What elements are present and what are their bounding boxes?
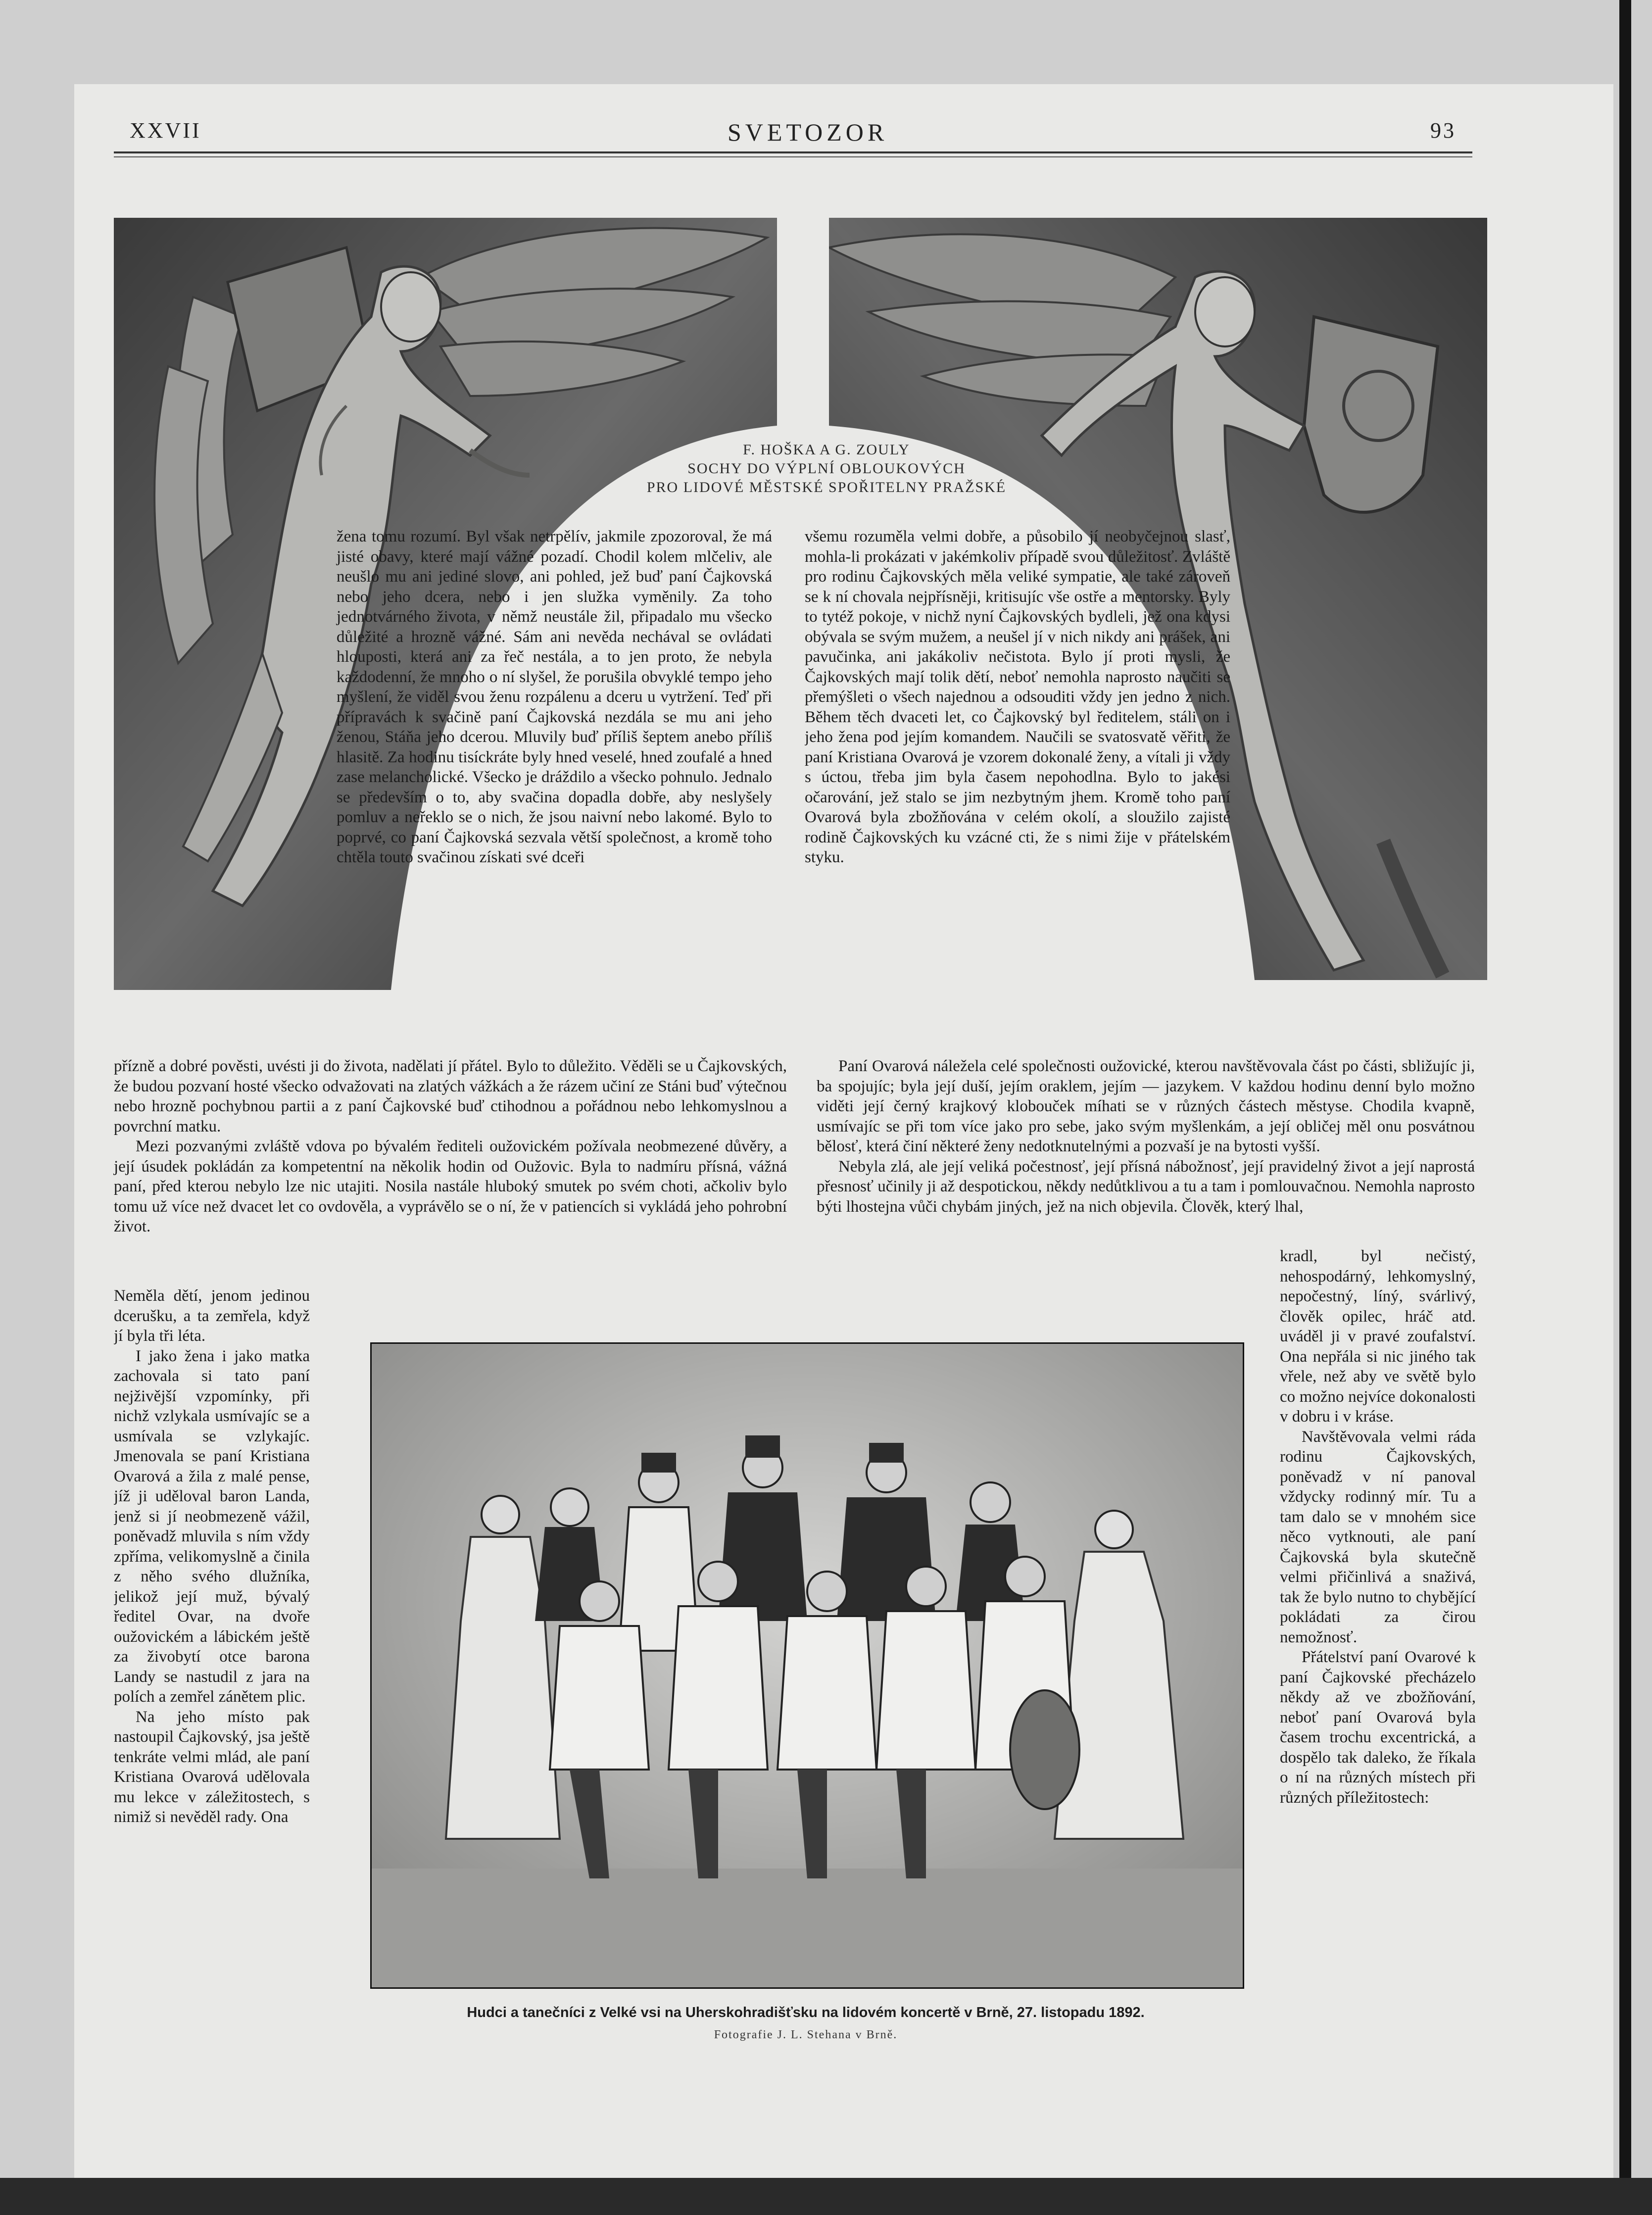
paragraph: přízně a dobré pověsti, uvésti ji do života, nadělati jí přátel. Bylo to důležito. Věděli se u Čajkovských, že budou pozvaní hosté všecko odvažovati na zlatých vážkách a že rázem učiní ze Stáni buď výtečnou nebo hrozně pochybnou partii a z paní Čajkovské buď ctihodnou a pořádnou nebo lehkomyslnou a povrchní matku.: [114, 1057, 787, 1135]
photo-credit: Fotografie J. L. Stehana v Brně.: [714, 2028, 898, 2041]
text-column-left: [114, 1056, 787, 1237]
journal-title: SVETOZOR: [728, 118, 888, 146]
relief-caption: [584, 441, 1069, 497]
volume-number: XXVII: [130, 118, 201, 143]
relief-caption-line: F. HOŠKA A G. ZOULY: [743, 442, 910, 458]
photo-caption: Hudci a tanečníci z Velké vsi na Uherskohradišťsku na lidovém koncertě v Brně, 27. listopadu 1892.: [467, 2005, 1145, 2020]
paragraph: Neměla dětí, jenom jedinou dcerušku, a ta zemřela, když jí byla tři léta.: [114, 1287, 310, 1345]
paragraph: Přátelství paní Ovarové k paní Čajkovské přecházelo někdy až ve zbožňování, neboť paní Ovarová byla časem trochu excentrická, a dospělo tak daleko, že říkala o ní na různých místech při různých příležitostech:: [1280, 1648, 1476, 1807]
text-column-right: [817, 1056, 1475, 1217]
paragraph: kradl, byl nečistý, nehospodárný, lehkomyslný, nepočestný, líný, svárlivý, člověk opilec, hráč atd. uváděl ji v pravé zoufalství. Ona nepřála si nic jiného tak vřele, než aby ve světě bylo co možno nejvíce dokonalosti v dobru i v kráse.: [1280, 1247, 1476, 1426]
paragraph: I jako žena i jako matka zachovala si tato paní nejživější vzpomínky, při nichž vzlykala usmívajíc se a usmívala se vzlykajíc. Jmenovala se paní Kristiana Ovarová a žila z malé pense, jíž ji uděloval baron Landa, jenž si jí neobmezeně vážil, poněvadž mluvila s ním vždy zpříma, velikomyslně a činila z něho svého dlužníka, jelikož její muž, bývalý ředitel Ovar, na dvoře oužovickém a lábickém ještě za živobytí otce barona Landy se nastudil z jara na polích a zemřel zánětem plic.: [114, 1347, 310, 1706]
scan-edge-right: [1619, 0, 1631, 2215]
paragraph: všemu rozuměla velmi dobře, a působilo jí neobyčejnou slasť, mohla-li prokázati v jakémkoliv případě svou důležitosť. Zvláště pro rodinu Čajkovských měla veliké sympatie, ale také zároveň se k ní chovala nejpřísněji, kritisujíc vše ostře a mentorsky. Byly to tytéž pokoje, v nichž nyní Čajkovských bydleli, jež ona kdysi obývala se svým mužem, a neušel jí v nich nikdy ani prášek, ani pavučinka, ani jakákoliv nečistota. Bylo jí proti mysli, že Čajkovských mají tolik dětí, neboť nemohla naprosto naučiti se přemýšleti o všech najednou a odsouditi vždy jen jedno z nich. Během těch dvaceti let, co Čajkovský byl ředitelem, stáli on i jeho žena pod jejím komandem. Naučili se svatosvatě věřiti, že paní Kristiana Ovarová je vzorem dokonalé ženy, a vítali ji vždy s úctou, třeba jim byla časem nepohodlna. Bylo to jakési očarování, jež stalo se jim nezbytným jhem. Kromě toho paní Ovarová byla zbožňována v celém okolí, a sloužilo zajisté rodině Čajkovských ku vzácné cti, že s nimi žije v přátelském styku.: [805, 528, 1230, 866]
paragraph: Paní Ovarová náležela celé společnosti oužovické, kterou navštěvovala část po části, sbližujíc ji, ba spojujíc; byla její duší, jejím oraklem, jejím — jazykem. V každou hodinu denní bylo možno viděti její černý krajkový klobouček míhati se v různých částech městyse. Chodila kvapně, usmívajíc se při tom více jako pro sebe, jako svým myšlenkám, a její obličej měl onu posvátnou bělosť, která činí některé ženy nedotknutelnými a pozvaší je na bytosti vyšší.: [817, 1057, 1475, 1155]
group-photograph: [370, 1342, 1244, 1989]
text-column-left-narrow: [114, 1286, 310, 2063]
page-number: 93: [1430, 118, 1456, 143]
header-rule-thin: [114, 156, 1472, 157]
paragraph: Mezi pozvanými zvláště vdova po bývalém řediteli oužovickém požívala neobmezené důvěry, a její úsudek pokládán za kompetentní na několik hodin od Oužovic. Byla to nadmíru přísná, vážná paní, před kterou nebylo lze nic utajiti. Nosila nastále hluboký smutek po svém choti, ačkoliv bylo tomu už více než dvacet let co ovdověla, a vyprávělo se o ní, že v patiencích si vykládá jeho pohrobní život.: [114, 1137, 787, 1235]
relief-caption-line: PRO LIDOVÉ MĚSTSKÉ SPOŘITELNY PRAŽSKÉ: [646, 479, 1007, 495]
paragraph: Nebyla zlá, ale její veliká počestnosť, její přísná nábožnosť, její pravidelný život a její naprostá přesnosť učinily ji až despotickou, někdy nedůtklivou a tu a tam i pomlouvačnou. Nemohla naprosto býti lhostejna vůči chybám jiných, jež na nich objevila. Člověk, který lhal,: [817, 1157, 1475, 1216]
paragraph: Navštěvovala velmi ráda rodinu Čajkovských, poněvadž v ní panoval vždycky rodinný mír. Tu a tam dalo se v mnohém sice něco vytknouti, ale paní Čajkovská byla skutečně velmi přičinlivá a snaživá, tak že bylo nutno to chybějící pokládati za čirou nemožnosť.: [1280, 1427, 1476, 1646]
header-rule: [114, 151, 1472, 153]
paragraph: Na jeho místo pak nastoupil Čajkovský, jsa ještě tenkráte velmi mlád, ale paní Kristiana Ovarová udělovala mu lekce v záležitostech, s nimiž si nevěděl rady. Ona: [114, 1708, 310, 1826]
text-column-right-narrow: [1280, 1246, 1476, 2068]
paragraph: žena tomu rozumí. Byl však netrpělív, jakmile zpozoroval, že má jisté obavy, které mají vážné pozadí. Chodil kolem mlčeliv, ale neušlo mu ani jediné slovo, ani pohled, jež buď paní Čajkovská nebo jeho dcera, nebo i jen služka vyměnily. Za toho jednotvárného života, v němž neustále žil, připadalo mu všecko důležité a hrozně vážné. Sám ani nevěda nechával se ovládati hlouposti, která ani za řeč nestála, a to jen proto, že nebyla každodenní, že mnoho o ní slyšel, že porušila obvyklé tempo jeho myšlení, že viděl svou ženu rozpálenu a dceru u vytržení. Teď při přípravách k svačině paní Čajkovská nezdála se mu ani jeho ženou, Stáňa jeho dcerou. Mluvily buď příliš šeptem anebo příliš hlasitě. Za hodinu tisíckráte byly hned veselé, hned zoufalé a hned zase melancholické. Všecko je dráždilo a všecko pohnulo. Jednalo se především o to, aby svačina dopadla dobře, aby neslyšely pomluv a neřeklo se o nich, že jsou naivní nebo lakomé. Bylo to poprvé, co paní Čajkovská sezvala větší společnost, a kromě toho chtěla touto svačinou získati své dceři: [337, 528, 772, 866]
relief-caption-line: SOCHY DO VÝPLNÍ OBLOUKOVÝCH: [687, 460, 966, 477]
arch-text-left: [317, 527, 772, 1056]
arch-text-right: [805, 527, 1250, 1056]
scan-edge-bottom: [0, 2178, 1652, 2215]
